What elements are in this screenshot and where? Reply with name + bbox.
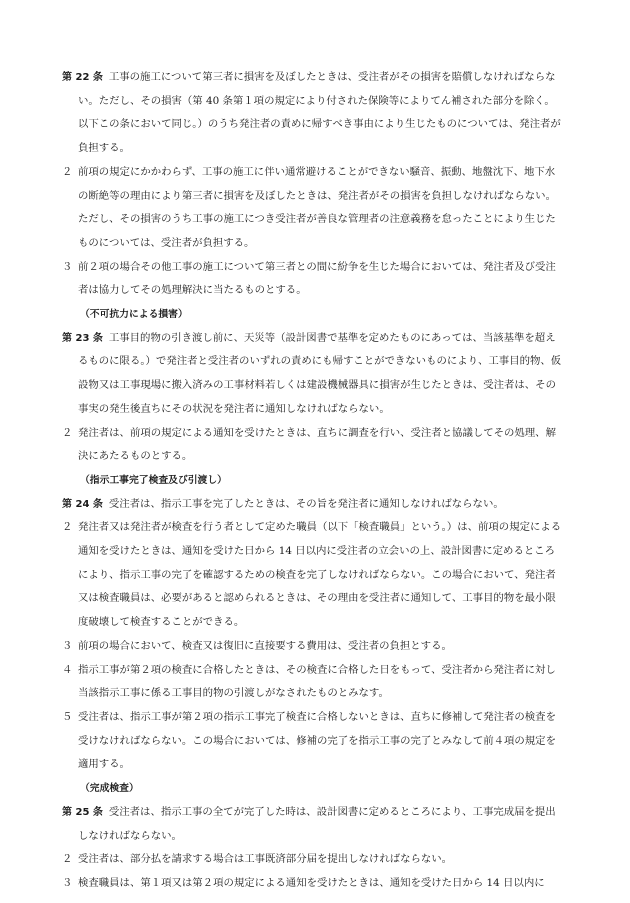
- document-body: [62, 66, 562, 896]
- paragraph-number: ５: [62, 710, 73, 723]
- paragraph-number: ３: [62, 639, 73, 652]
- paragraph-number: ４: [62, 663, 73, 676]
- article-text: 工事の施工について第三者に損害を及ぼしたときは、受注者がその損害を賠償しなければならない。ただし、その損害（第 40 条第１項の規定により付された保険等によりてん補された部分を除く。以下この条において同じ。）のうち発注者の責めに帰すべき事由により生じたものについては、発注者が負担する。: [78, 71, 561, 155]
- paragraph-text: 検査職員は、第１項又は第２項の規定による通知を受けたときは、通知を受けた日から 14 日以内に: [78, 876, 545, 889]
- article-24: [62, 493, 562, 517]
- article-24-paragraph-4: [62, 659, 562, 706]
- article-25: [62, 801, 562, 848]
- article-25-paragraph-2: [62, 848, 562, 872]
- section-heading: （不可抗力による損害）: [80, 309, 188, 321]
- section-heading: （指示工事完了検査及び引渡し）: [80, 474, 227, 486]
- paragraph-number: ２: [62, 426, 73, 439]
- paragraph-number: ２: [62, 165, 73, 178]
- paragraph-number: ３: [62, 876, 73, 889]
- paragraph-text: 指示工事が第２項の検査に合格したときは、その検査に合格した日をもって、受注者から発注者に対し当該指示工事に係る工事目的物の引渡しがなされたものとみなす。: [78, 663, 556, 700]
- article-24-paragraph-5: [62, 706, 562, 777]
- paragraph-number: ２: [62, 853, 73, 866]
- paragraph-number: ３: [62, 260, 73, 273]
- paragraph-text: 前項の場合において、検査又は復旧に直接要する費用は、受注者の負担とする。: [78, 639, 452, 652]
- paragraph-number: ２: [62, 521, 73, 534]
- paragraph-text: 前２項の場合その他工事の施工について第三者との間に紛争を生じた場合においては、発注者及び受注者は協力してその処理解決に当たるものとする。: [78, 260, 556, 297]
- article-22-paragraph-2: [62, 161, 562, 256]
- paragraph-text: 発注者又は発注者が検査を行う者として定めた職員（以下「検査職員」という。）は、前項の規定による通知を受けたときは、通知を受けた日から 14 日以内に受注者の立会いの上、設計図書に定めるところにより、指示工事の完了を確認するための検査を完了しなければならない。この場合において、発注者又は検査職員は、必要があると認められるときは、その理由を受注者に通知して、工事目的物を最小限度破壊して検査することができる。: [78, 521, 562, 629]
- article-23-paragraph-2: [62, 422, 562, 469]
- article-23: [62, 327, 562, 422]
- section-heading: （完成検査）: [80, 783, 139, 795]
- article-24-paragraph-2: [62, 516, 562, 635]
- paragraph-text: 受注者は、指示工事が第２項の指示工事完了検査に合格しないときは、直ちに修補して発注者の検査を受けなければならない。この場合においては、修補の完了を指示工事の完了とみなして前４項の規定を適用する。: [78, 710, 556, 771]
- paragraph-text: 前項の規定にかかわらず、工事の施工に伴い通常避けることができない騒音、振動、地盤沈下、地下水の断絶等の理由により第三者に損害を及ぼしたときは、発注者がその損害を負担しなければならない。ただし、その損害のうち工事の施工につき受注者が善良な管理者の注意義務を怠ったことにより生じたものについては、受注者が負担する。: [78, 165, 556, 249]
- article-number: 第 22 条: [62, 72, 103, 83]
- article-text: 工事目的物の引き渡し前に、天災等（設計図書で基準を定めたものにあっては、当該基準を超えるものに限る。）で発注者と受注者のいずれの責めにも帰すことができないものにより、工事目的物、仮設物又は工事現場に搬入済みの工事材料若しくは建設機械器具に損害が生じたときは、受注者は、その事実の発生後直ちにその状況を発注者に通知しなければならない。: [78, 331, 562, 415]
- article-number: 第 23 条: [62, 332, 103, 344]
- article-text: 受注者は、指示工事を完了したときは、その旨を発注者に通知しなければならない。: [108, 497, 504, 510]
- article-22: [62, 66, 562, 161]
- paragraph-text: 発注者は、前項の規定による通知を受けたときは、直ちに調査を行い、受注者と協議してその処理、解決にあたるものとする。: [78, 426, 556, 463]
- article-24-paragraph-3: [62, 635, 562, 659]
- article-number: 第 25 条: [62, 806, 103, 818]
- article-25-paragraph-3: [62, 872, 562, 896]
- article-text: 受注者は、指示工事の全てが完了した時は、設計図書に定めるところにより、工事完成届を提出しなければならない。: [78, 805, 556, 842]
- article-22-paragraph-3: [62, 256, 562, 303]
- article-number: 第 24 条: [62, 498, 103, 510]
- paragraph-text: 受注者は、部分払を請求する場合は工事既済部分届を提出しなければならない。: [78, 853, 453, 866]
